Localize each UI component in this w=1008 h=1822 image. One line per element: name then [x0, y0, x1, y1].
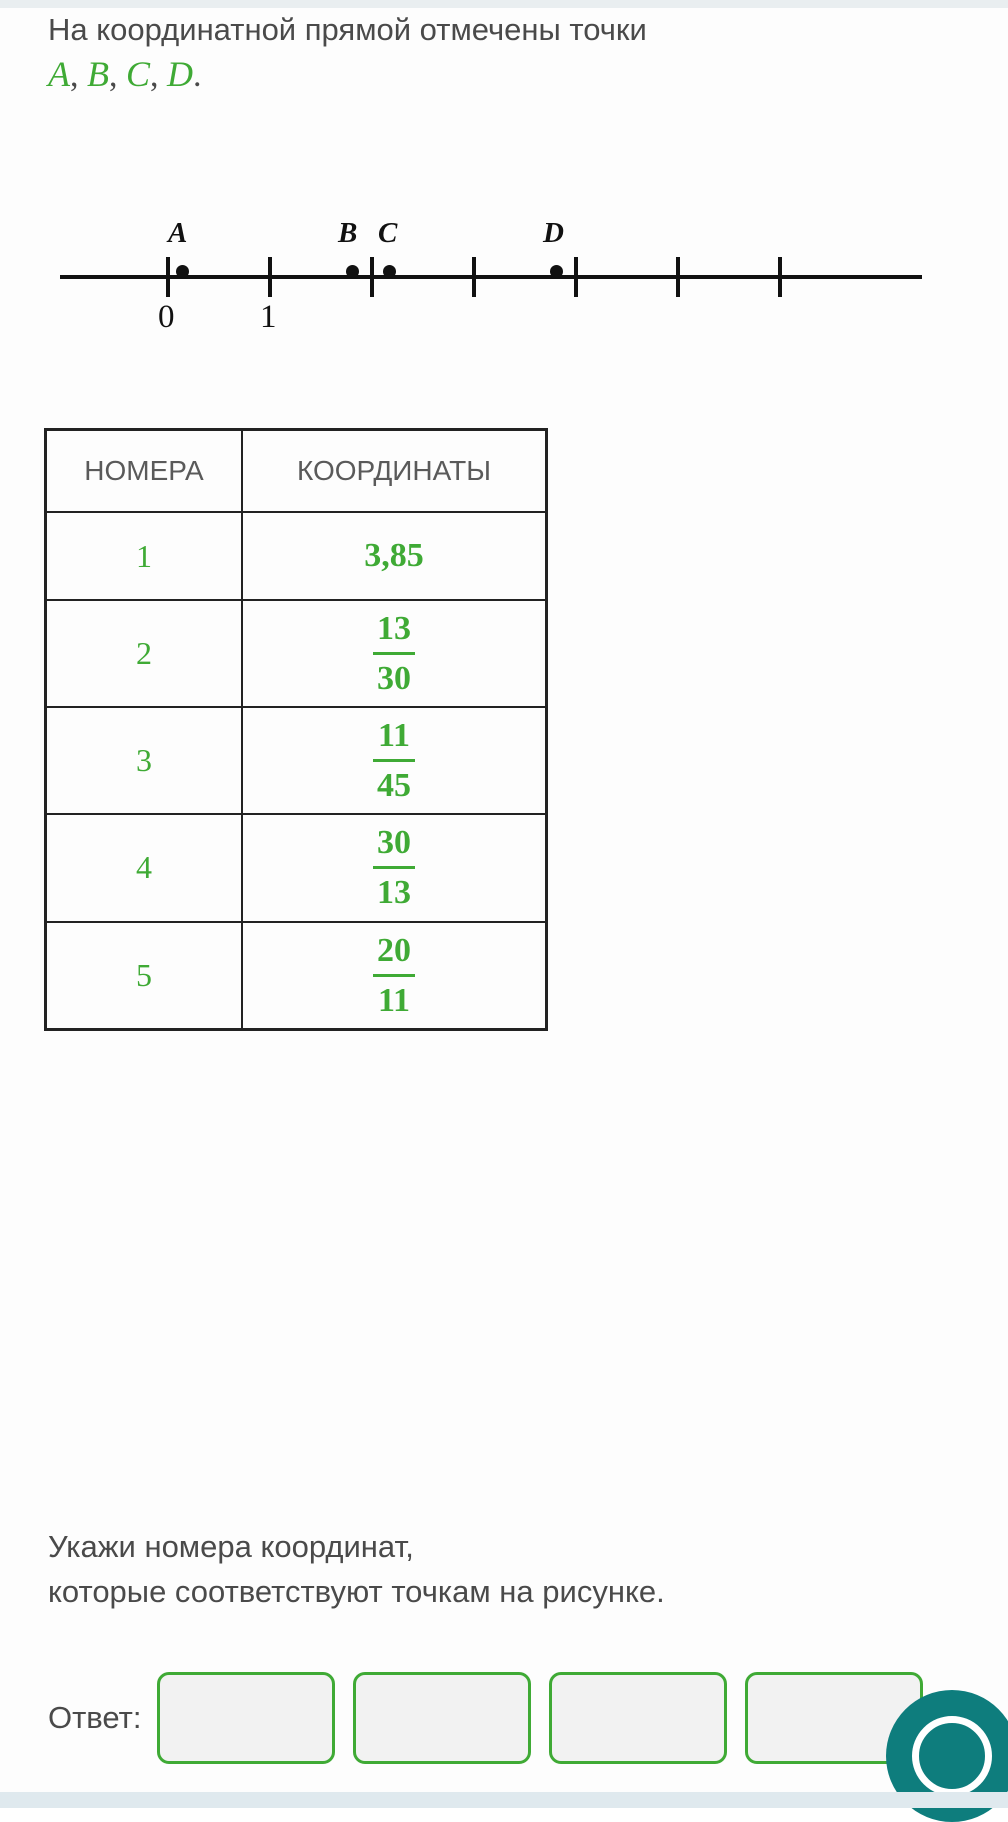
fraction-numerator: 20 [377, 931, 411, 969]
tick-3 [472, 257, 476, 297]
answer-label: Ответ: [48, 1700, 142, 1735]
badge-ring-icon [912, 1716, 992, 1796]
instruction-block [48, 1525, 988, 1615]
point-name-c: C [126, 53, 151, 94]
tick-4 [574, 257, 578, 297]
sentence-terminator: . [193, 56, 202, 94]
point-dot-b [346, 265, 359, 278]
fraction-numerator: 30 [377, 824, 411, 862]
point-dot-c [383, 265, 396, 278]
fraction-denominator: 45 [377, 767, 411, 805]
table-row [46, 922, 547, 1030]
fraction [371, 716, 417, 805]
row-value-2 [242, 600, 547, 707]
table-row [46, 707, 547, 814]
point-label-d: D [543, 217, 564, 249]
instruction-line-1: Укажи номера координат, [48, 1529, 414, 1564]
fraction-denominator: 13 [377, 874, 411, 912]
number-line-figure [40, 195, 940, 375]
bottom-strip [0, 1792, 1008, 1808]
point-label-c: C [378, 217, 398, 249]
question-line-1: На координатной прямой отмечены точки [48, 12, 647, 47]
instruction-line-2: которые соответствуют точкам на рисунке. [48, 1573, 665, 1609]
fraction-bar [373, 759, 415, 762]
point-dot-d [550, 265, 563, 278]
tick-1 [268, 257, 272, 297]
point-label-a: A [168, 217, 188, 249]
point-label-b: B [338, 217, 358, 249]
row-number-2: 2 [46, 600, 243, 707]
row-number-5: 5 [46, 922, 243, 1030]
top-strip [0, 0, 1008, 8]
coordinates-table [44, 428, 548, 1031]
row-value-5 [242, 922, 547, 1030]
tick-6 [778, 257, 782, 297]
fraction-denominator: 30 [377, 660, 411, 698]
number-line-axis [60, 275, 922, 279]
answer-input-2[interactable] [353, 1672, 531, 1764]
row-value-4 [242, 814, 547, 921]
tick-2 [370, 257, 374, 297]
fraction-bar [373, 866, 415, 869]
point-dot-a [176, 265, 189, 278]
table-row [46, 814, 547, 921]
row-number-1: 1 [46, 512, 243, 600]
fraction [371, 823, 417, 912]
table-row [46, 512, 547, 600]
fraction-bar [373, 652, 415, 655]
axis-label-zero: 0 [158, 299, 175, 335]
tick-0 [166, 257, 170, 297]
row-number-3: 3 [46, 707, 243, 814]
fraction [371, 931, 417, 1020]
fraction [371, 609, 417, 698]
table-header-coordinates: КООРДИНАТЫ [242, 430, 547, 513]
decimal-value: 3,85 [364, 537, 424, 574]
table-header-numbers: НОМЕРА [46, 430, 243, 513]
tick-5 [676, 257, 680, 297]
fraction-denominator: 11 [377, 981, 411, 1019]
fraction-bar [373, 974, 415, 977]
fraction-numerator: 11 [377, 717, 411, 755]
axis-label-one: 1 [260, 299, 277, 335]
point-name-d: D [167, 53, 194, 94]
row-value-1 [242, 512, 547, 600]
answer-input-1[interactable] [157, 1672, 335, 1764]
fraction-numerator: 13 [377, 610, 411, 647]
question-block [48, 10, 978, 95]
row-number-4: 4 [46, 814, 243, 921]
answer-input-3[interactable] [549, 1672, 727, 1764]
row-value-3 [242, 707, 547, 814]
question-points-line: A, B, C, D. [48, 53, 202, 94]
coordinates-table-wrap [44, 428, 548, 1031]
point-name-b: B [87, 53, 109, 94]
point-name-a: A [48, 53, 70, 94]
table-row [46, 600, 547, 707]
table-header-row [46, 430, 547, 513]
answer-row [48, 1672, 941, 1764]
